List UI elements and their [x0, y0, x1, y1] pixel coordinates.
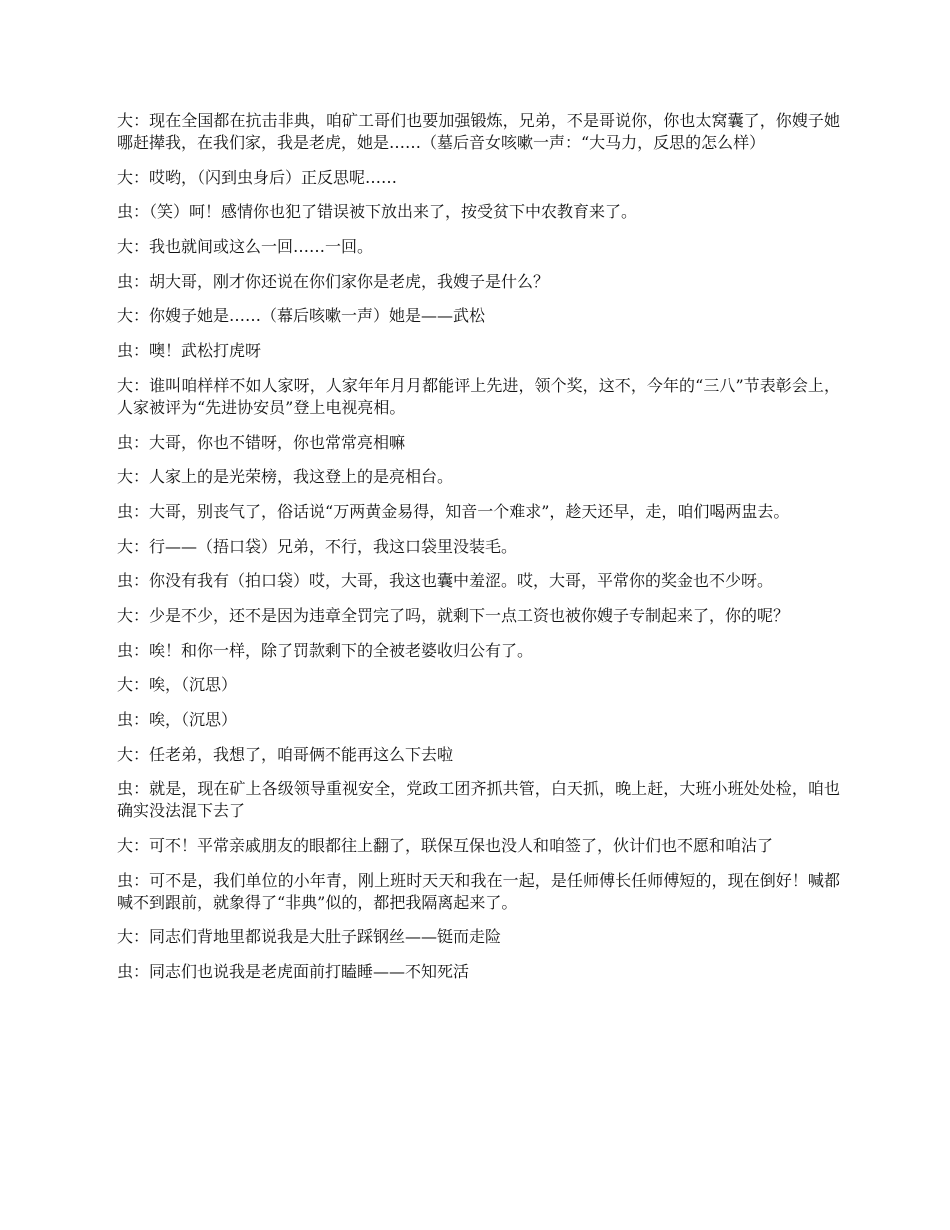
speaker-separator: ： — [133, 571, 150, 591]
speaker-separator: ： — [133, 501, 150, 521]
dialogue-line — [117, 271, 840, 293]
dialogue-text: 唉，（沉思） — [149, 675, 238, 695]
dialogue-line — [117, 870, 840, 914]
speaker-label: 虫 — [117, 501, 134, 521]
speaker-separator: ： — [133, 710, 150, 729]
dialogue-line — [117, 305, 840, 327]
dialogue-text: 唉，（沉思） — [149, 710, 238, 729]
dialogue-text: 同志们背地里都说我是大肚子踩钢丝——铤而走险 — [149, 927, 502, 947]
speaker-label: 大 — [117, 536, 134, 556]
speaker-label: 大 — [117, 467, 134, 487]
dialogue-line — [117, 835, 840, 857]
dialogue-line — [117, 236, 840, 258]
speaker-label: 大 — [117, 836, 134, 856]
dialogue-text: 同志们也说我是老虎面前打瞌睡——不知死活 — [149, 962, 470, 982]
dialogue-line — [117, 926, 840, 948]
dialogue-text: 少是不少，还不是因为违章全罚完了吗，就剩下一点工资也被你嫂子专制起来了，你的呢？ — [149, 605, 790, 625]
speaker-label: 大 — [117, 237, 134, 257]
speaker-label: 虫 — [117, 779, 134, 799]
speaker-label: 大 — [117, 675, 134, 695]
dialogue-line — [117, 375, 840, 419]
dialogue-line — [117, 744, 840, 766]
speaker-label: 虫 — [117, 432, 134, 452]
dialogue-text: 就是，现在矿上各级领导重视安全，党政工团齐抓共管，白天抓，晚上赶，大班小班处处检，咱也确实没法混下去了 — [117, 779, 840, 821]
speaker-separator: ： — [133, 306, 150, 326]
speaker-separator: ： — [133, 744, 150, 764]
speaker-separator: ： — [133, 675, 150, 695]
dialogue-line — [117, 340, 840, 362]
speaker-separator: ： — [133, 432, 150, 452]
dialogue-line — [117, 167, 840, 189]
dialogue-line — [117, 605, 840, 627]
speaker-label: 虫 — [117, 962, 134, 982]
dialogue-line — [117, 570, 840, 592]
speaker-separator: ： — [133, 536, 150, 556]
speaker-label: 大 — [117, 744, 134, 764]
dialogue-line — [117, 640, 840, 662]
speaker-separator: ： — [133, 167, 150, 187]
dialogue-text: 谁叫咱样样不如人家呀，人家年年月月都能评上先进，领个奖，这不，今年的“三八”节表彰会上，人家被评为“先进协安员”登上电视亮相。 — [117, 375, 840, 417]
speaker-label: 大 — [117, 927, 134, 947]
dialogue-line — [117, 536, 840, 558]
dialogue-line — [117, 778, 840, 822]
speaker-label: 虫 — [117, 341, 134, 361]
speaker-label: 虫 — [117, 710, 134, 729]
dialogue-line — [117, 709, 840, 731]
speaker-label: 大 — [117, 375, 134, 395]
dialogue-line — [117, 466, 840, 488]
speaker-label: 大 — [117, 605, 134, 625]
dialogue-line — [117, 201, 840, 223]
dialogue-text: 你嫂子她是……（幕后咳嗽一声）她是——武松 — [149, 306, 486, 326]
document-page — [117, 110, 840, 996]
speaker-label: 虫 — [117, 202, 134, 222]
speaker-label: 大 — [117, 111, 134, 130]
dialogue-text: 任老弟，我想了，咱哥俩不能再这么下去啦 — [149, 744, 454, 764]
speaker-label: 虫 — [117, 571, 134, 591]
dialogue-line — [117, 501, 840, 523]
dialogue-text: 我也就间或这么一回……一回。 — [149, 237, 374, 257]
speaker-label: 虫 — [117, 870, 134, 890]
speaker-separator: ： — [133, 202, 150, 222]
speaker-separator: ： — [133, 962, 150, 982]
dialogue-text: 大哥，别丧气了，俗话说“万两黄金易得，知音一个难求”，趁天还早，走，咱们喝两盅去。 — [149, 501, 790, 521]
dialogue-text: 唉！和你一样，除了罚款剩下的全被老婆收归公有了。 — [149, 640, 534, 660]
speaker-separator: ： — [133, 605, 150, 625]
speaker-label: 虫 — [117, 640, 134, 660]
speaker-separator: ： — [133, 836, 150, 856]
speaker-label: 大 — [117, 306, 134, 326]
dialogue-line — [117, 110, 840, 154]
dialogue-text: 可不！平常亲戚朋友的眼都往上翻了，联保互保也没人和咱签了，伙计们也不愿和咱沾了 — [149, 836, 774, 856]
dialogue-line — [117, 961, 840, 983]
speaker-separator: ： — [133, 341, 150, 361]
speaker-separator: ： — [133, 237, 150, 257]
speaker-separator: ： — [133, 375, 150, 395]
dialogue-line — [117, 674, 840, 696]
speaker-separator: ： — [133, 271, 150, 291]
speaker-separator: ： — [133, 467, 150, 487]
speaker-separator: ： — [133, 779, 150, 799]
speaker-label: 虫 — [117, 271, 134, 291]
dialogue-text: （笑）呵！感情你也犯了错误被下放出来了，按受贫下中农教育来了。 — [149, 202, 638, 222]
dialogue-text: 行——（捂口袋）兄弟，不行，我这口袋里没装毛。 — [149, 536, 518, 556]
speaker-separator: ： — [133, 640, 150, 660]
dialogue-line — [117, 432, 840, 454]
speaker-separator: ： — [133, 927, 150, 947]
dialogue-text: 可不是，我们单位的小年青，刚上班时天天和我在一起，是任师傅长任师傅短的，现在倒好！喊都喊不到跟前，就象得了“非典”似的，都把我隔离起来了。 — [117, 870, 840, 912]
speaker-separator: ： — [133, 870, 150, 890]
dialogue-text: 大哥，你也不错呀，你也常常亮相嘛 — [149, 432, 406, 452]
dialogue-text: 你没有我有（拍口袋）哎，大哥，我这也囊中羞涩。哎，大哥，平常你的奖金也不少呀。 — [149, 571, 774, 591]
dialogue-text: 胡大哥，刚才你还说在你们家你是老虎，我嫂子是什么？ — [149, 271, 550, 291]
dialogue-text: 噢！武松打虎呀 — [149, 341, 262, 361]
dialogue-text: 人家上的是光荣榜，我这登上的是亮相台。 — [149, 467, 454, 487]
speaker-label: 大 — [117, 167, 134, 187]
speaker-separator: ： — [133, 111, 150, 130]
dialogue-text: 现在全国都在抗击非典，咱矿工哥们也要加强锻炼，兄弟，不是哥说你，你也太窝囊了，你嫂子她哪赶撵我，在我们家，我是老虎，她是……（墓后音女咳嗽一声：“大马力，反思的怎么样） — [117, 111, 840, 152]
dialogue-text: 哎哟，（闪到虫身后）正反思呢…… — [149, 167, 398, 187]
